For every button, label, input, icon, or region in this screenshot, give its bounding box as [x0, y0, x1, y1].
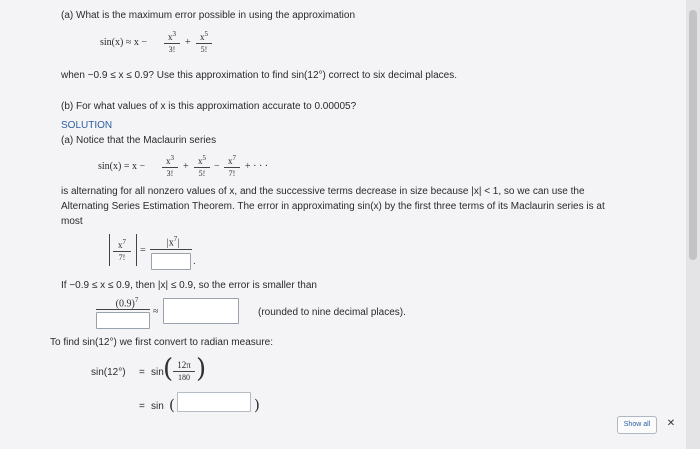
- factorial-answer-input[interactable]: [151, 253, 191, 270]
- minus-sign: −: [214, 161, 220, 172]
- para-line-3: most: [61, 216, 83, 227]
- approx-formula-lhs: sin(x) ≈ x −: [100, 37, 147, 48]
- close-icon[interactable]: ✕: [666, 418, 676, 429]
- approx-sign: ≈: [153, 306, 159, 317]
- equals-sign: =: [139, 367, 145, 378]
- series-lhs: sin(x) = x −: [98, 161, 146, 172]
- left-paren: (: [163, 354, 174, 384]
- abs-term-x7: $x^7$ 7!: [113, 237, 131, 262]
- radian-fraction: 12π 180: [173, 360, 195, 382]
- series-term-x3: $x^3$ 3!: [162, 153, 178, 178]
- abs-x7-numerator: $|x^7|$: [166, 235, 180, 249]
- scrollbar[interactable]: [686, 0, 700, 449]
- approx-term-x5: $x^5$ 5!: [196, 29, 212, 54]
- error-bound-input[interactable]: [163, 298, 239, 324]
- solution-intro: (a) Notice that the Maclaurin series: [61, 135, 217, 146]
- part-b-question: (b) For what values of x is this approximation accurate to 0.00005?: [61, 101, 357, 112]
- sin-function: sin: [151, 367, 164, 378]
- solution-heading: SOLUTION: [61, 120, 113, 131]
- find-sin-text: To find sin(12°) we first convert to radian measure:: [50, 337, 273, 348]
- right-paren: ): [196, 354, 207, 384]
- series-ellipsis: + · · ·: [245, 161, 269, 172]
- plus-sign: +: [185, 37, 191, 48]
- bound-numerator: $(0.9)^7$: [115, 296, 139, 310]
- part-a-question: (a) What is the maximum error possible in using the approximation: [61, 10, 356, 21]
- if-bound-text: If −0.9 ≤ x ≤ 0.9, then |x| ≤ 0.9, so the error is smaller than: [61, 280, 317, 291]
- when-text: when −0.9 ≤ x ≤ 0.9? Use this approximation to find sin(12°) correct to six decimal places.: [61, 70, 457, 81]
- right-paren: ): [254, 396, 260, 414]
- para-line-1: is alternating for all nonzero values of x, and the successive terms decrease in size because |x| < 1, so we can use the: [61, 186, 585, 197]
- plus-sign: +: [183, 161, 189, 172]
- rounded-note: (rounded to nine decimal places).: [258, 307, 406, 318]
- period: .: [193, 256, 196, 267]
- fraction-bar: [96, 309, 150, 310]
- sin-function: sin: [151, 401, 164, 412]
- show-all-button[interactable]: Show all: [617, 416, 657, 434]
- radian-value-input[interactable]: [177, 392, 251, 412]
- left-paren: (: [169, 396, 175, 414]
- equals-sign: =: [139, 401, 145, 412]
- equals-sign: =: [140, 245, 146, 256]
- sin12-lhs: sin(12°): [91, 367, 126, 378]
- para-line-2: Alternating Series Estimation Theorem. The error in approximating sin(x) by the first three terms of its Maclaurin series is at: [61, 201, 605, 212]
- series-term-x5: $x^5$ 5!: [194, 153, 210, 178]
- approx-term-x3: $x^3$ 3!: [164, 29, 180, 54]
- series-term-x7: $x^7$ 7!: [224, 153, 240, 178]
- scrollbar-thumb[interactable]: [689, 10, 697, 260]
- bound-denominator-input[interactable]: [96, 312, 150, 329]
- fraction-bar: [150, 249, 192, 250]
